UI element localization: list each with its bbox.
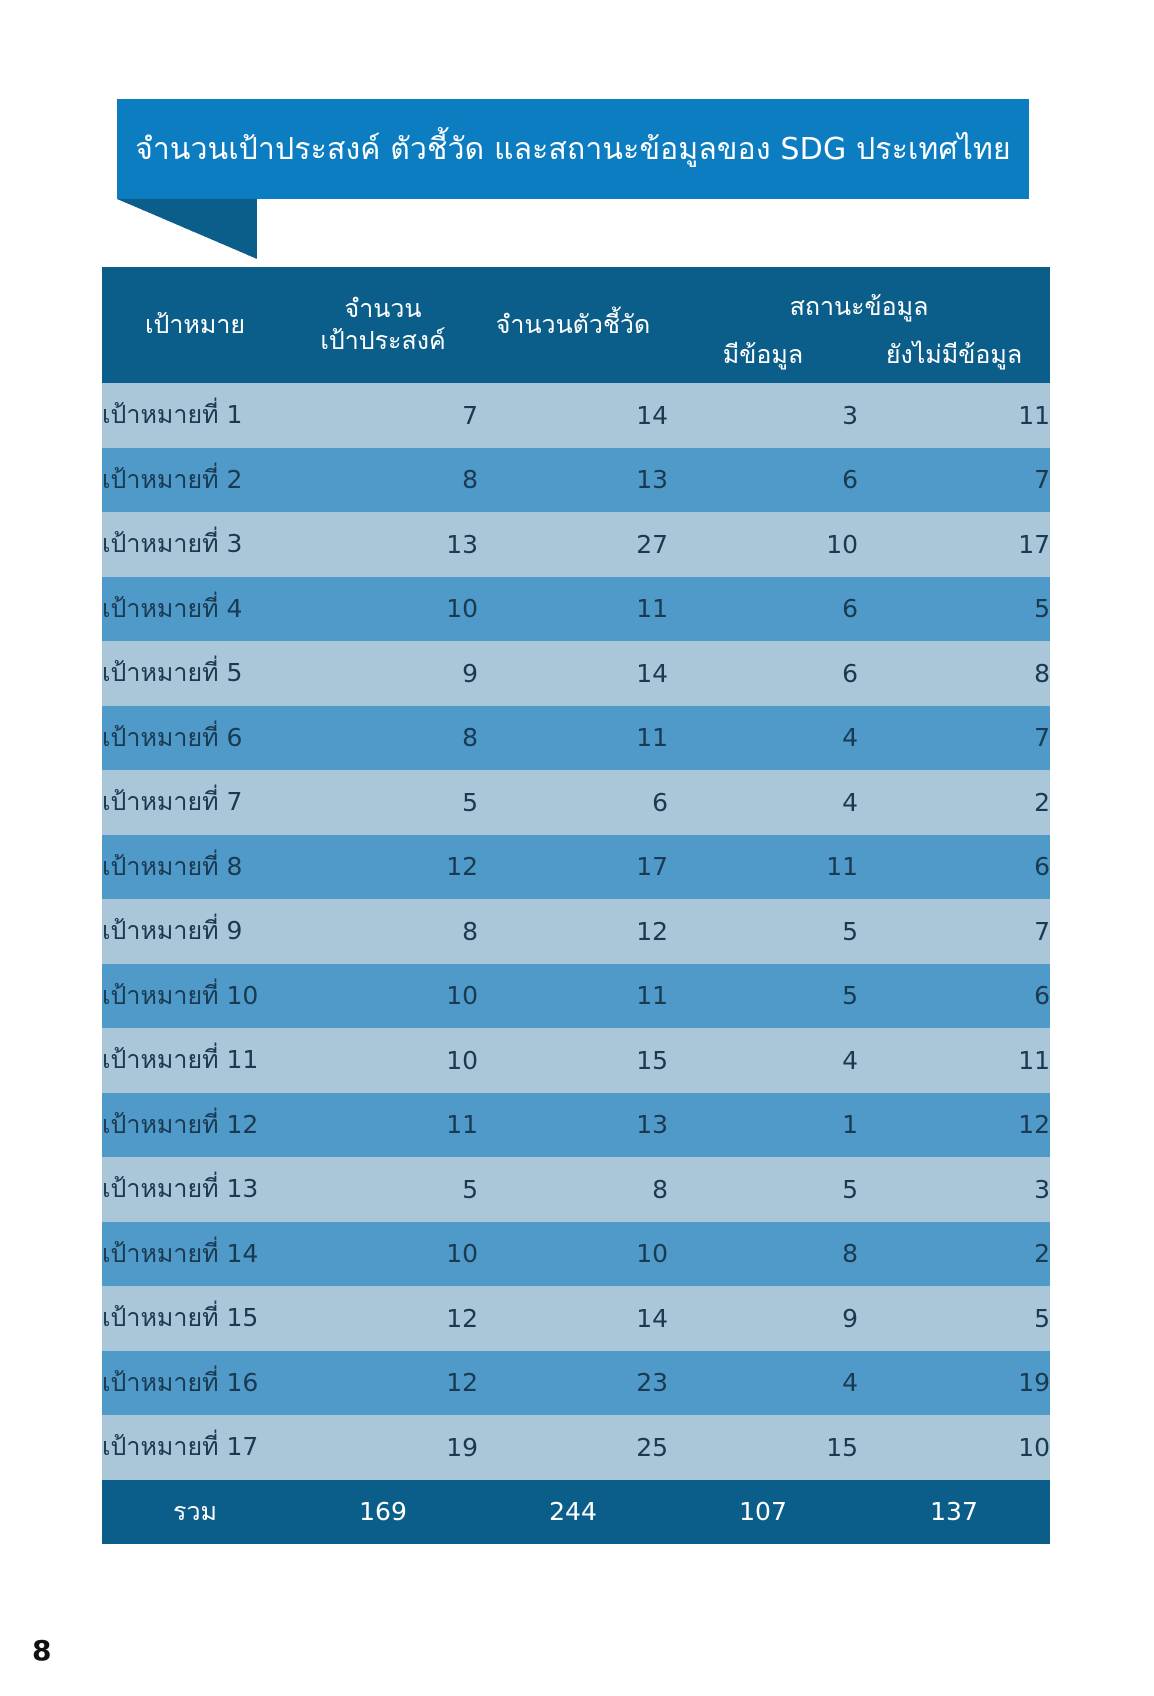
goal-cell: เป้าหมายที่ 6	[102, 706, 288, 771]
no-data-cell: 2	[858, 770, 1050, 835]
banner-fold-decoration	[117, 199, 257, 259]
indicators-cell: 14	[478, 1286, 668, 1351]
no-data-cell: 12	[858, 1093, 1050, 1158]
table-row	[102, 1028, 1050, 1093]
table-row	[102, 1157, 1050, 1222]
goal-cell: เป้าหมายที่ 2	[102, 448, 288, 513]
has-data-cell: 6	[668, 577, 858, 642]
header-has-data: มีข้อมูล	[668, 327, 858, 383]
table-row	[102, 1093, 1050, 1158]
has-data-cell: 5	[668, 1157, 858, 1222]
banner-title: จำนวนเป้าประสงค์ ตัวชี้วัด และสถานะข้อมูลของ SDG ประเทศไทย	[135, 131, 1011, 167]
table-row	[102, 770, 1050, 835]
indicators-cell: 27	[478, 512, 668, 577]
targets-cell: 7	[288, 383, 478, 448]
header-no-data: ยังไม่มีข้อมูล	[858, 327, 1050, 383]
total-row	[102, 1480, 1050, 1544]
no-data-cell: 5	[858, 577, 1050, 642]
has-data-cell: 10	[668, 512, 858, 577]
no-data-cell: 6	[858, 964, 1050, 1029]
targets-cell: 8	[288, 706, 478, 771]
header-targets-line2: เป้าประสงค์	[320, 326, 446, 355]
no-data-cell: 7	[858, 899, 1050, 964]
goal-cell: เป้าหมายที่ 10	[102, 964, 288, 1029]
has-data-cell: 9	[668, 1286, 858, 1351]
indicators-cell: 13	[478, 448, 668, 513]
no-data-cell: 11	[858, 383, 1050, 448]
goal-cell: เป้าหมายที่ 12	[102, 1093, 288, 1158]
goal-cell: เป้าหมายที่ 17	[102, 1415, 288, 1480]
targets-cell: 10	[288, 964, 478, 1029]
targets-cell: 10	[288, 1028, 478, 1093]
targets-cell: 8	[288, 448, 478, 513]
indicators-cell: 25	[478, 1415, 668, 1480]
indicators-cell: 8	[478, 1157, 668, 1222]
goal-cell: เป้าหมายที่ 16	[102, 1351, 288, 1416]
targets-cell: 9	[288, 641, 478, 706]
sdg-status-table	[102, 267, 1050, 1544]
header-targets	[288, 267, 478, 383]
table-row	[102, 706, 1050, 771]
targets-cell: 11	[288, 1093, 478, 1158]
goal-cell: เป้าหมายที่ 3	[102, 512, 288, 577]
has-data-cell: 6	[668, 448, 858, 513]
goal-cell: เป้าหมายที่ 13	[102, 1157, 288, 1222]
targets-cell: 10	[288, 1222, 478, 1287]
table-row	[102, 1351, 1050, 1416]
total-targets: 169	[288, 1480, 478, 1544]
indicators-cell: 17	[478, 835, 668, 900]
indicators-cell: 13	[478, 1093, 668, 1158]
has-data-cell: 11	[668, 835, 858, 900]
indicators-cell: 14	[478, 383, 668, 448]
header-goal: เป้าหมาย	[102, 267, 288, 383]
has-data-cell: 1	[668, 1093, 858, 1158]
table-row	[102, 577, 1050, 642]
no-data-cell: 19	[858, 1351, 1050, 1416]
table-row	[102, 448, 1050, 513]
no-data-cell: 7	[858, 706, 1050, 771]
has-data-cell: 4	[668, 770, 858, 835]
total-no-data: 137	[858, 1480, 1050, 1544]
targets-cell: 13	[288, 512, 478, 577]
table-body	[102, 383, 1050, 1480]
total-has-data: 107	[668, 1480, 858, 1544]
table-row	[102, 383, 1050, 448]
targets-cell: 8	[288, 899, 478, 964]
has-data-cell: 3	[668, 383, 858, 448]
table-row	[102, 1415, 1050, 1480]
table-row	[102, 964, 1050, 1029]
targets-cell: 19	[288, 1415, 478, 1480]
indicators-cell: 15	[478, 1028, 668, 1093]
targets-cell: 10	[288, 577, 478, 642]
indicators-cell: 12	[478, 899, 668, 964]
table-row	[102, 641, 1050, 706]
goal-cell: เป้าหมายที่ 11	[102, 1028, 288, 1093]
targets-cell: 5	[288, 770, 478, 835]
indicators-cell: 10	[478, 1222, 668, 1287]
has-data-cell: 15	[668, 1415, 858, 1480]
goal-cell: เป้าหมายที่ 7	[102, 770, 288, 835]
header-status: สถานะข้อมูล	[668, 267, 1050, 327]
no-data-cell: 5	[858, 1286, 1050, 1351]
title-banner	[117, 99, 1029, 199]
targets-cell: 12	[288, 835, 478, 900]
table-row	[102, 835, 1050, 900]
has-data-cell: 4	[668, 706, 858, 771]
indicators-cell: 11	[478, 964, 668, 1029]
total-indicators: 244	[478, 1480, 668, 1544]
no-data-cell: 17	[858, 512, 1050, 577]
header-targets-line1: จำนวน	[344, 293, 422, 323]
no-data-cell: 3	[858, 1157, 1050, 1222]
no-data-cell: 11	[858, 1028, 1050, 1093]
indicators-cell: 14	[478, 641, 668, 706]
no-data-cell: 8	[858, 641, 1050, 706]
has-data-cell: 8	[668, 1222, 858, 1287]
targets-cell: 5	[288, 1157, 478, 1222]
indicators-cell: 11	[478, 577, 668, 642]
goal-cell: เป้าหมายที่ 9	[102, 899, 288, 964]
goal-cell: เป้าหมายที่ 14	[102, 1222, 288, 1287]
indicators-cell: 11	[478, 706, 668, 771]
goal-cell: เป้าหมายที่ 5	[102, 641, 288, 706]
has-data-cell: 6	[668, 641, 858, 706]
goal-cell: เป้าหมายที่ 4	[102, 577, 288, 642]
no-data-cell: 7	[858, 448, 1050, 513]
goal-cell: เป้าหมายที่ 8	[102, 835, 288, 900]
goal-cell: เป้าหมายที่ 15	[102, 1286, 288, 1351]
header-indicators: จำนวนตัวชี้วัด	[478, 267, 668, 383]
table-row	[102, 1286, 1050, 1351]
total-label: รวม	[102, 1480, 288, 1544]
has-data-cell: 5	[668, 964, 858, 1029]
table-row	[102, 1222, 1050, 1287]
has-data-cell: 4	[668, 1351, 858, 1416]
targets-cell: 12	[288, 1351, 478, 1416]
no-data-cell: 2	[858, 1222, 1050, 1287]
has-data-cell: 4	[668, 1028, 858, 1093]
page-number: 8	[32, 1634, 52, 1667]
indicators-cell: 6	[478, 770, 668, 835]
no-data-cell: 6	[858, 835, 1050, 900]
table-row	[102, 899, 1050, 964]
targets-cell: 12	[288, 1286, 478, 1351]
no-data-cell: 10	[858, 1415, 1050, 1480]
table-row	[102, 512, 1050, 577]
indicators-cell: 23	[478, 1351, 668, 1416]
has-data-cell: 5	[668, 899, 858, 964]
goal-cell: เป้าหมายที่ 1	[102, 383, 288, 448]
